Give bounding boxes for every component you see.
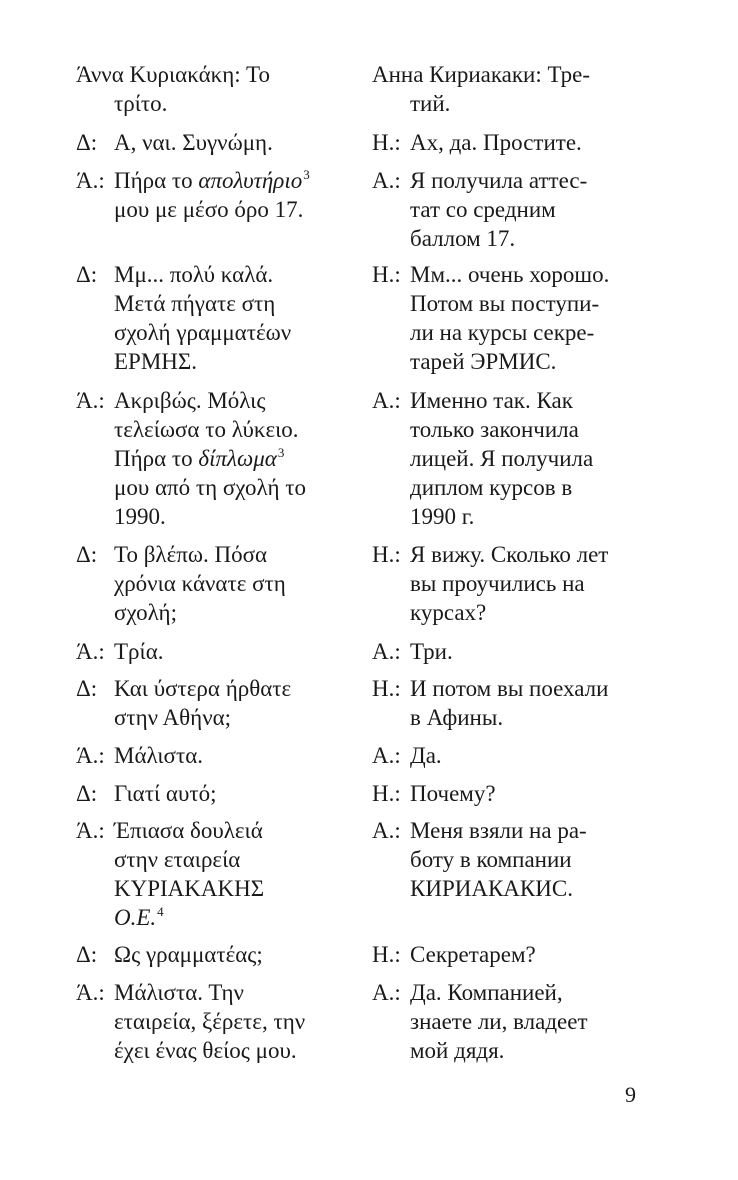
greek-entry-4-speaker: Ά.: (76, 388, 105, 413)
russian-entry-0-line-0: Анна Кириакаки: Тре- (372, 62, 591, 87)
russian-entry-7-line-0: И потом вы поехали (410, 676, 609, 701)
russian-entry-4-line-3: диплом курсов в (410, 475, 573, 500)
greek-entry-3-line-3: ΕΡΜΗΣ. (114, 349, 198, 374)
russian-entry-4-speaker: А.: (372, 388, 401, 413)
russian-entry-12-line-2: мой дядя. (410, 1038, 505, 1063)
greek-entry-2-speaker: Ά.: (76, 168, 105, 193)
page-number: 9 (625, 1082, 636, 1107)
russian-entry-1-line-0: Ах, да. Простите. (410, 130, 582, 155)
russian-entry-12-speaker: А.: (372, 980, 401, 1005)
greek-entry-4-line-1: τελείωσα το λύκειο. (114, 417, 299, 442)
greek-entry-5-line-0: Το βλέπω. Πόσα (114, 542, 268, 567)
russian-entry-2-line-2: баллом 17. (410, 226, 516, 251)
greek-entry-12-line-0: Μάλιστα. Την (114, 980, 244, 1005)
greek-entry-4-italic: δίπλωμα (198, 446, 277, 471)
russian-entry-2-speaker: А.: (372, 168, 401, 193)
russian-entry-0-line-1: тий. (410, 91, 451, 116)
russian-entry-8-speaker: А.: (372, 743, 401, 768)
russian-entry-3-line-0: Мм... очень хорошо. (410, 262, 610, 287)
russian-entry-5-speaker: Н.: (372, 542, 401, 567)
greek-entry-11-speaker: Δ: (76, 942, 98, 967)
russian-entry-1-speaker: Н.: (372, 130, 401, 155)
greek-entry-11-line-0: Ως γραμματέας; (114, 942, 263, 967)
greek-entry-0-line-0: Άννα Κυριακάκη: Το (76, 62, 270, 87)
greek-entry-4-footnote: 3 (277, 445, 285, 460)
greek-entry-10-italic: Ο.Ε. (114, 905, 157, 930)
russian-entry-5-line-1: вы проучились на (410, 571, 585, 596)
greek-entry-2-line-0 (114, 166, 310, 199)
greek-entry-5-line-1: χρόνια κάνατε στη (114, 571, 286, 596)
russian-entry-11-speaker: Н.: (372, 942, 401, 967)
greek-entry-10-line-3 (114, 903, 164, 936)
greek-entry-4-line-0: Ακριβώς. Μόλις (114, 388, 266, 413)
russian-entry-6-speaker: А.: (372, 639, 401, 664)
greek-entry-7-line-1: στην Αθήνα; (114, 705, 232, 730)
russian-entry-10-speaker: А.: (372, 818, 401, 843)
russian-entry-11-line-0: Секретарем? (410, 942, 536, 967)
russian-entry-7-line-1: в Афины. (410, 705, 504, 730)
russian-entry-5-line-0: Я вижу. Сколько лет (410, 542, 609, 567)
russian-entry-8-line-0: Да. (410, 743, 442, 768)
russian-entry-4-line-1: только закончила (410, 417, 579, 442)
greek-entry-3-line-1: Μετά πήγατε στη (114, 291, 276, 316)
russian-entry-3-speaker: Н.: (372, 262, 401, 287)
greek-entry-1-speaker: Δ: (76, 130, 98, 155)
greek-entry-3-speaker: Δ: (76, 262, 98, 287)
russian-entry-5-line-2: курсах? (410, 600, 487, 625)
greek-entry-6-speaker: Ά.: (76, 639, 105, 664)
russian-entry-10-line-1: боту в компании (410, 847, 572, 872)
greek-entry-4-line-3: μου από τη σχολή το (114, 475, 306, 500)
greek-entry-9-speaker: Δ: (76, 781, 98, 806)
russian-entry-9-line-0: Почему? (410, 781, 496, 806)
greek-entry-7-line-0: Και ύστερα ήρθατε (114, 676, 292, 701)
greek-entry-2-footnote: 3 (303, 167, 310, 182)
greek-entry-8-speaker: Ά.: (76, 743, 105, 768)
russian-entry-4-line-0: Именно так. Как (410, 388, 573, 413)
russian-entry-4-line-4: 1990 г. (410, 504, 475, 529)
greek-entry-12-speaker: Ά.: (76, 980, 105, 1005)
russian-entry-7-speaker: Н.: (372, 676, 401, 701)
greek-entry-4-line-2 (114, 444, 284, 477)
greek-entry-10-footnote: 4 (157, 904, 164, 919)
greek-entry-2-line-1: μου με μέσο όρο 17. (114, 197, 304, 222)
greek-entry-12-line-2: έχει ένας θείος μου. (114, 1038, 297, 1063)
russian-entry-9-speaker: Н.: (372, 781, 401, 806)
russian-entry-4-line-2: лицей. Я получила (410, 446, 594, 471)
greek-entry-3-line-2: σχολή γραμματέων (114, 320, 292, 345)
greek-entry-12-line-1: εταιρεία, ξέρετε, την (114, 1009, 306, 1034)
greek-entry-10-speaker: Ά.: (76, 818, 105, 843)
greek-entry-5-speaker: Δ: (76, 542, 98, 567)
russian-entry-10-line-0: Меня взяли на ра- (410, 818, 587, 843)
greek-entry-7-speaker: Δ: (76, 676, 98, 701)
greek-entry-3-line-0: Μμ... πολύ καλά. (114, 262, 274, 287)
russian-entry-10-line-2: КИРИАКАКИС. (410, 876, 573, 901)
greek-entry-10-line-2: ΚΥΡΙΑΚΑΚΗΣ (114, 876, 265, 901)
greek-entry-10-line-1: στην εταιρεία (114, 847, 241, 872)
greek-entry-6-line-0: Τρία. (114, 639, 164, 664)
greek-entry-1-line-0: Α, ναι. Συγνώμη. (114, 130, 273, 155)
russian-entry-3-line-2: ли на курсы секре- (410, 320, 595, 345)
greek-entry-2-italic: απολυτήριο (198, 168, 303, 193)
russian-entry-3-line-1: Потом вы поступи- (410, 291, 600, 316)
greek-entry-4-line-2-text: Πήρα το (114, 446, 199, 471)
russian-entry-12-line-0: Да. Компанией, (410, 980, 563, 1005)
russian-entry-12-line-1: знаете ли, владеет (410, 1009, 588, 1034)
greek-entry-2-line-0-text: Πήρα το (114, 168, 199, 193)
greek-entry-9-line-0: Γιατί αυτό; (114, 781, 217, 806)
russian-entry-2-line-0: Я получила аттес- (410, 168, 588, 193)
greek-entry-5-line-2: σχολή; (114, 600, 177, 625)
russian-entry-3-line-3: тарей ЭРМИС. (410, 349, 557, 374)
greek-entry-10-line-0: Έπιασα δουλειά (114, 818, 263, 843)
greek-entry-0-line-1: τρίτο. (114, 91, 168, 116)
greek-entry-8-line-0: Μάλιστα. (114, 743, 204, 768)
russian-entry-6-line-0: Три. (410, 639, 453, 664)
russian-entry-2-line-1: тат со средним (410, 197, 556, 222)
greek-entry-4-line-4: 1990. (114, 504, 166, 529)
